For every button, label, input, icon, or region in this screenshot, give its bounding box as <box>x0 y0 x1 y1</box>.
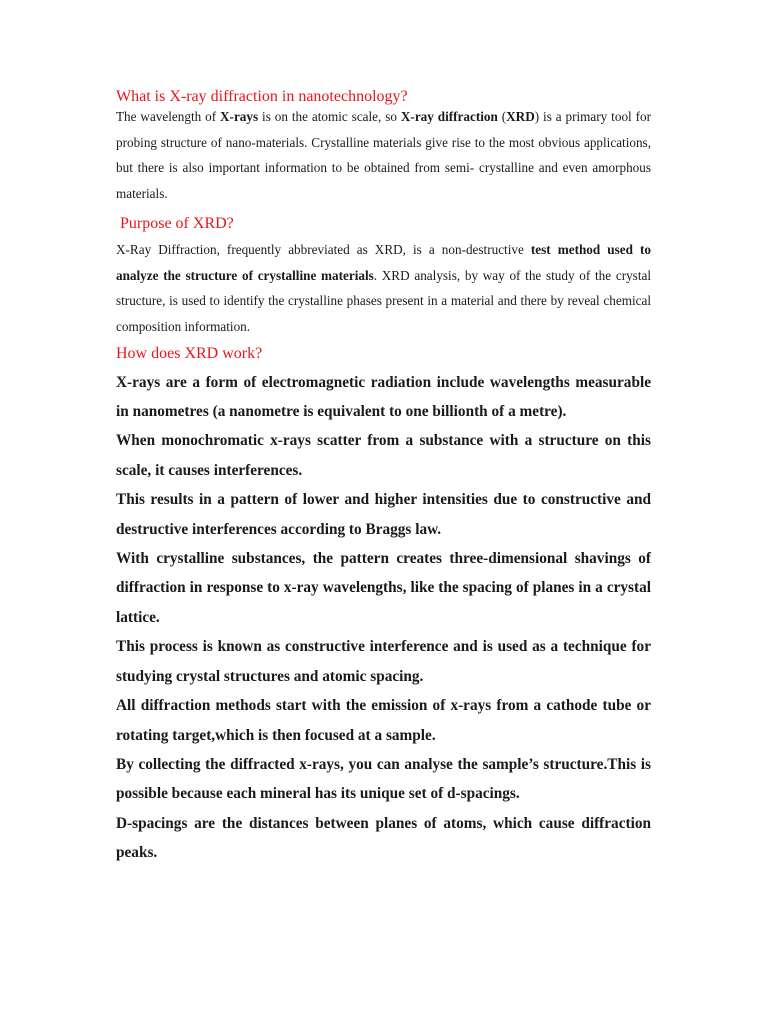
paragraph-constructive-interference: This process is known as constructive interference and is used as a technique for studying crystal structures and atomic spacing. <box>116 638 651 685</box>
paragraph-purpose <box>116 237 651 340</box>
intro-bold-x-ray-diffraction: X-ray diffraction <box>400 109 498 124</box>
intro-text-c: is on the atomic scale, so <box>258 109 401 124</box>
paragraph-monochromatic: When monochromatic x-rays scatter from a substance with a structure on this scale, it causes interferences. <box>116 432 651 479</box>
heading-purpose-of-xrd: Purpose of XRD? <box>120 214 234 232</box>
heading-how-does-xrd-work: How does XRD work? <box>116 344 263 362</box>
purpose-bold-test-method: test method used to analyze the structure of crystalline materials <box>116 241 651 283</box>
purpose-text-c: . XRD analysis, by way of the study of the crystal structure, is used to identify the crystalline phases present in a material and there by reveal chemical composition information. <box>116 267 651 334</box>
heading-what-is-xrd: What is X-ray diffraction in nanotechnology? <box>116 88 408 105</box>
paragraph-d-spacings: D-spacings are the distances between planes of atoms, which cause diffraction peaks. <box>116 814 651 862</box>
intro-bold-x-rays: X-rays <box>220 109 259 124</box>
paragraph-crystalline-substances: With crystalline substances, the pattern creates three-dimensional shavings of diffraction in response to x-ray wavelengths, like the spacing of planes in a crystal lattice. <box>116 550 651 626</box>
intro-text-g: ) is a primary tool for probing structure of nano-materials. Crystalline materials give rise to the most obvious applications, but there is also important information to be obtained from semi- crystalline and even amorphous materials. <box>116 109 651 202</box>
paragraph-braggs-law: This results in a pattern of lower and higher intensities due to constructive and destructive interferences according to Braggs law. <box>116 491 651 538</box>
paragraph-diffraction-methods: All diffraction methods start with the emission of x-rays from a cathode tube or rotating target,which is then focused at a sample. <box>116 697 651 744</box>
paragraph-xrays-definition: X-rays are a form of electromagnetic radiation include wavelengths measurable in nanometres (a nanometre is equivalent to one billionth of a metre). <box>116 373 651 421</box>
purpose-text-a: X-Ray Diffraction, frequently abbreviated as XRD, is a non-destructive <box>116 241 531 257</box>
paragraph-collecting-xrays: By collecting the diffracted x-rays, you can analyse the sample’s structure.This is possible because each mineral has its unique set of d-spacings. <box>116 755 651 803</box>
intro-text-e: ( <box>497 109 507 124</box>
intro-text-a: The wavelength of <box>116 109 221 124</box>
paragraph-xrd-intro <box>116 104 651 207</box>
intro-bold-xrd: XRD <box>506 109 535 124</box>
document-page <box>116 86 651 868</box>
